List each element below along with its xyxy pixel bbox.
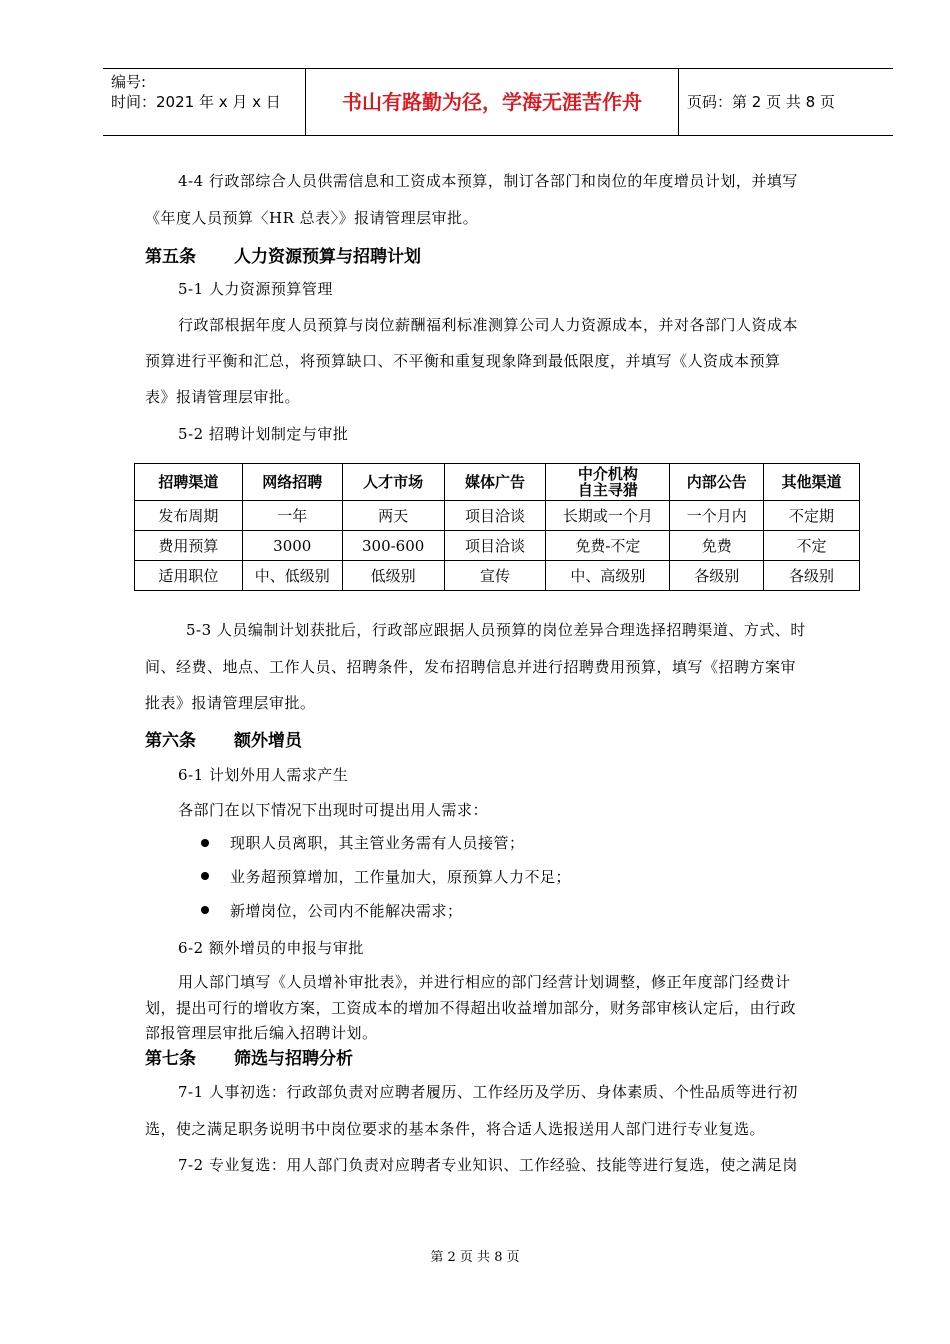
article-6-number: 第六条 [145,731,196,751]
paragraph-5-1-line3: 表》报请管理层审批。 [145,388,301,406]
paragraph-5-3-line3: 批表》报请管理层审批。 [145,694,316,712]
table-cell: 免费-不定 [546,531,670,561]
section-6-2: 6-2 额外增员的申报与审批 [178,939,364,957]
paragraph-6-2-line1: 用人部门填写《人员增补审批表》，并进行相应的部门经营计划调整，修正年度部门经费计 [178,973,791,991]
table-cell: 不定期 [764,501,860,531]
list-item: 新增岗位，公司内不能解决需求； [230,902,463,920]
paragraph-6-2-line2: 划，提出可行的增收方案，工资成本的增加不得超出收益增加部分，财务部审核认定后，由行政 [145,999,797,1017]
table-cell: 项目洽谈 [444,531,546,561]
table-cell: 两天 [342,501,444,531]
header-motto: 书山有路勤为径，学海无涯苦作舟 [342,90,642,114]
paragraph-7-1-line2: 选，使之满足职务说明书中岗位要求的基本条件，将合适人选报送用人部门进行专业复选。 [145,1120,766,1138]
header-page-number: 页码：第 2 页 共 8 页 [687,93,835,111]
table-cell: 免费 [670,531,764,561]
paragraph-6-1: 各部门在以下情况下出现时可提出用人需求： [178,801,489,819]
table-header-cell: 人才市场 [342,464,444,501]
table-cell: 一年 [242,501,342,531]
serial-number: 编号: [111,73,147,91]
table-cell: 适用职位 [135,561,243,591]
paragraph-4-4-line1: 4-4 行政部综合人员供需信息和工资成本预算，制订各部门和岗位的年度增员计划，并填写 [178,172,798,190]
article-7-number: 第七条 [145,1049,196,1069]
bullet-icon [201,839,209,847]
article-6-heading [145,726,302,751]
paragraph-7-1-line1: 7-1 人事初选：行政部负责对应聘者履历、工作经历及学历、身体素质、个性品质等进行初 [178,1083,798,1101]
article-5-title: 人力资源预算与招聘计划 [234,247,421,267]
article-5-number: 第五条 [145,247,196,267]
paragraph-5-3-line1: 5-3 人员编制计划获批后，行政部应跟据人员预算的岗位差异合理选择招聘渠道、方式、时 [186,621,806,639]
section-5-1: 5-1 人力资源预算管理 [178,280,333,298]
table-cell: 发布周期 [135,501,243,531]
table-cell: 300-600 [342,531,444,561]
table-cell: 长期或一个月 [546,501,670,531]
table-cell: 不定 [764,531,860,561]
article-6-title: 额外增员 [234,731,302,751]
bullet-icon [201,906,209,914]
table-row [135,501,860,531]
article-5-heading [145,242,421,267]
table-cell: 各级别 [670,561,764,591]
article-7-heading [145,1044,353,1069]
table-cell: 费用预算 [135,531,243,561]
table-cell: 各级别 [764,561,860,591]
header-divider [678,69,679,135]
table-header-cell: 其他渠道 [764,464,860,501]
article-7-title: 筛选与招聘分析 [234,1049,353,1069]
bullet-icon [201,872,209,880]
paragraph-7-2-line1: 7-2 专业复选：用人部门负责对应聘者专业知识、工作经验、技能等进行复选，使之满足岗 [178,1156,798,1174]
table-cell: 一个月内 [670,501,764,531]
paragraph-5-1-line1: 行政部根据年度人员预算与岗位薪酬福利标准测算公司人力资源成本，并对各部门人资成本 [178,316,799,334]
table-header-cell: 中介机构 自主寻猎 [546,464,670,501]
page-footer: 第 2 页 共 8 页 [430,1250,520,1265]
paragraph-5-3-line2: 间、经费、地点、工作人员、招聘条件，发布招聘信息并进行招聘费用预算，填写《招聘方案审 [145,658,797,676]
header-meta [103,69,303,135]
table-header-cell: 招聘渠道 [135,464,243,501]
list-item: 现职人员离职，其主管业务需有人员接管； [230,834,525,852]
table-cell: 低级别 [342,561,444,591]
paragraph-6-2-line3: 部报管理层审批后编入招聘计划。 [145,1024,378,1042]
section-5-2: 5-2 招聘计划制定与审批 [178,425,349,443]
recruitment-channel-table [134,463,860,591]
table-cell: 中、低级别 [242,561,342,591]
paragraph-4-4-line2: 《年度人员预算〈HR 总表〉》报请管理层审批。 [145,209,479,227]
table-cell: 项目洽谈 [444,501,546,531]
table-row [135,561,860,591]
table-header-cell: 内部公告 [670,464,764,501]
table-row [135,531,860,561]
page-header [103,68,893,136]
table-cell: 宣传 [444,561,546,591]
table-cell: 中、高级别 [546,561,670,591]
table-header-row [135,464,860,501]
paragraph-5-1-line2: 预算进行平衡和汇总，将预算缺口、不平衡和重复现象降到最低限度，并填写《人资成本预算 [145,352,781,370]
section-6-1: 6-1 计划外用人需求产生 [178,766,349,784]
table-header-cell: 网络招聘 [242,464,342,501]
list-item: 业务超预算增加，工作量加大，原预算人力不足； [230,868,572,886]
table-cell: 3000 [242,531,342,561]
table-header-cell: 媒体广告 [444,464,546,501]
header-date: 时间：2021 年 x 月 x 日 [111,93,281,111]
